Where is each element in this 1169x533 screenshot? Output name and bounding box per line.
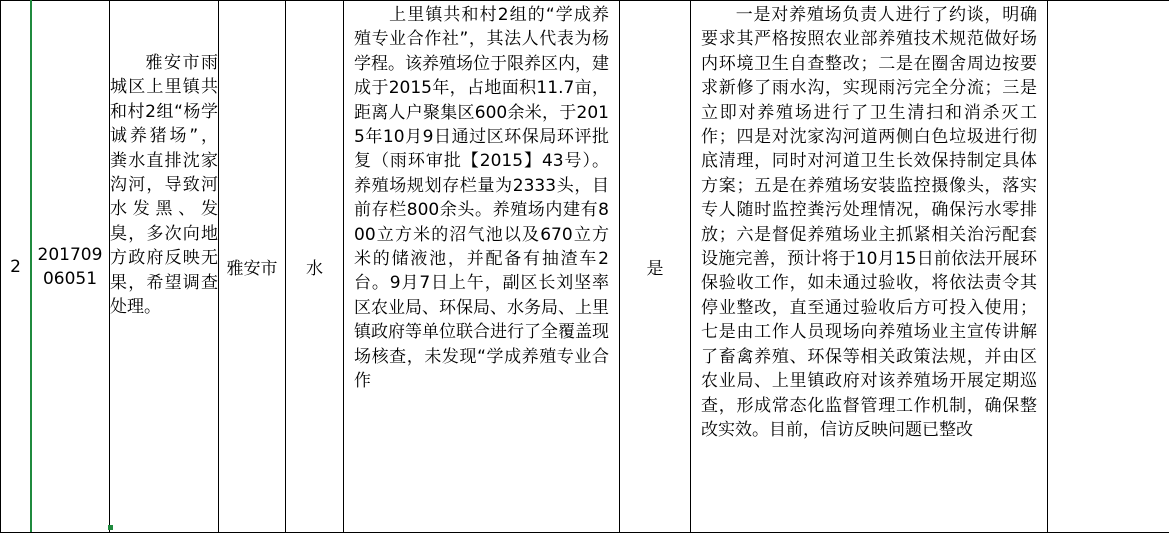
selection-border [30,0,32,532]
case-code: 201709 06051 [38,245,103,289]
last-column-cell[interactable] [1048,1,1169,533]
city-cell[interactable] [219,1,286,533]
complaint-text: 雅安市雨城区上里镇共和村2组“杨学诚养猪场”，粪水直排沈家沟河，导致河水发黑、发臭，多次向地方政府反映无果，希望调查处理。 [110,51,218,319]
investigation-cell[interactable] [344,1,620,533]
measures-text: 一是对养殖场负责人进行了约谈，明确要求其严格按照农业部养殖技术规范做好场内环境卫生自查整改；二是在圈舍周边按要求新修了雨水沟，实现雨污完全分流；三是立即对养殖场进行了卫生清扫和消杀灭工作；四是对沈家沟河道两侧白色垃圾进行彻底清理，同时对河道卫生长效保持制定具体方案；五是在养殖场安装监控摄像头，落实专人随时监控粪污处理情况，确保污水零排放；六是督促养殖场业主抓紧相关治污配套设施完善，预计将于10月15日前依法开展环保验收工作，如未通过验收，将依法责令其停业整改，直至通过验收后方可投入使用；七是由工作人员现场向养殖场业主宣传讲解了畜禽养殖、环保等相关政策法规，并由区农业局、上里镇政府对该养殖场开展定期巡查，形成常态化监督管理工作机制，确保整改实效。目前，信访反映问题已整改 [701,1,1037,442]
pollution-type-text: 水 [306,259,323,279]
row-index: 2 [10,257,21,277]
complaint-cell[interactable] [110,1,219,533]
row-index-cell[interactable] [1,1,31,533]
type-cell[interactable] [286,1,344,533]
table-row [1,1,1169,533]
investigation-text: 上里镇共和村2组的“学成养殖专业合作社”，其法人代表为杨学程。该养殖场位于限养区内，建成于2015年，占地面积11.7亩，距离人户聚集区600余米，于2015年10月9日通过区环保局环评批复（雨环审批【2015】43号）。养殖场规划存栏量为2333头，目前存栏800余头。养殖场内建有800立方米的沼气池以及670立方米的储液池，并配备有抽渣车2台。9月7日上午，副区长刘坚率区农业局、环保局、水务局、上里镇政府等单位联合进行了全覆盖现场核查，未发现“学成养殖专业合作 [354,1,609,394]
measures-cell[interactable] [691,1,1048,533]
verified-text: 是 [647,259,664,279]
case-code-cell[interactable] [31,1,110,533]
city-text: 雅安市 [227,259,278,279]
fill-handle[interactable] [108,525,113,530]
verified-cell[interactable] [620,1,691,533]
